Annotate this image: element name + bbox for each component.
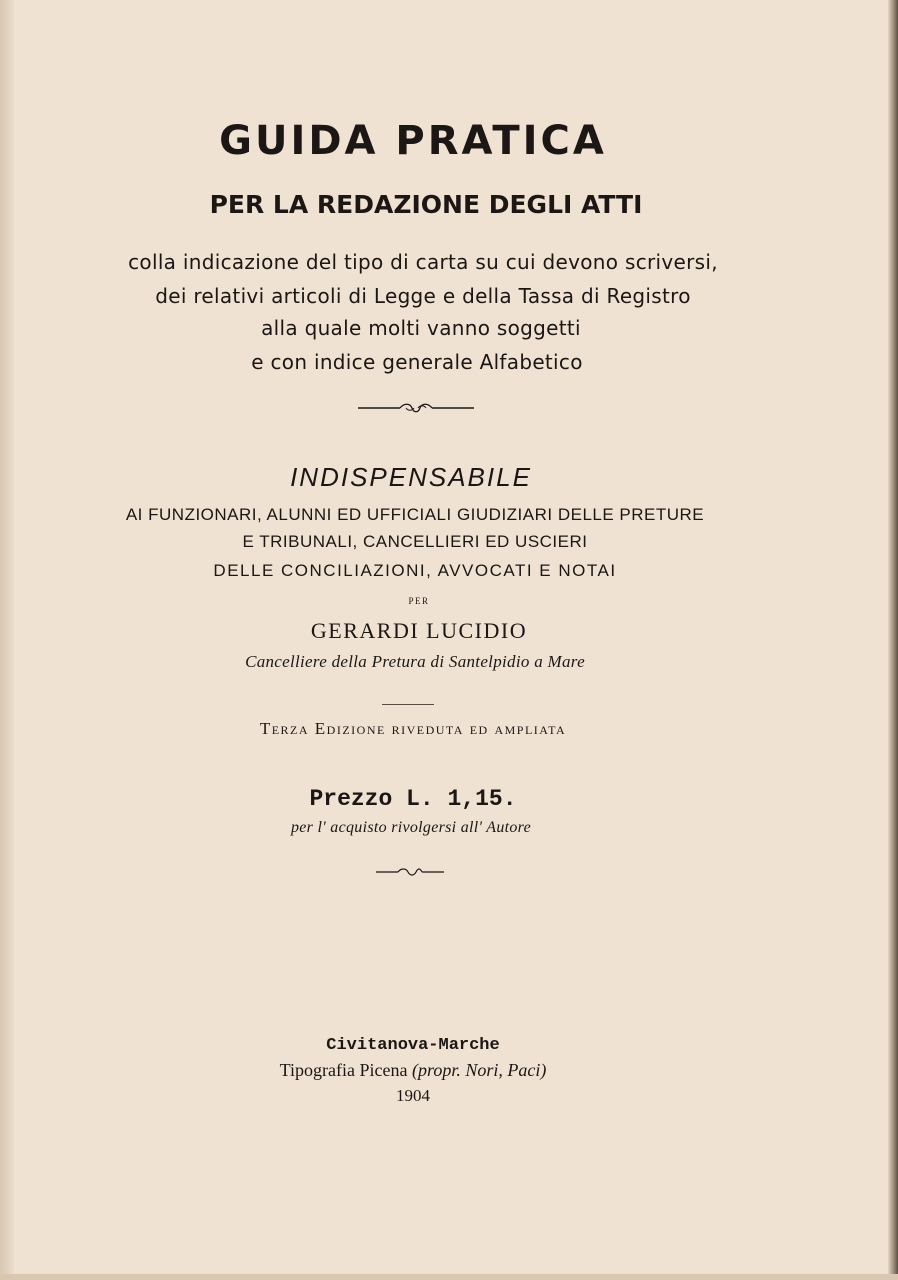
edition-statement	[0, 719, 862, 739]
edition-first-word: Terza	[259, 719, 310, 738]
edition-rest: Edizione riveduta ed ampliata	[309, 719, 567, 738]
imprint-city: Civitanova-Marche	[326, 1036, 500, 1055]
audience-line: DELLE CONCILIAZIONI, AVVOCATI E NOTAI	[213, 561, 617, 580]
description-line: colla indicazione del tipo di carta su cui devono scriversi,	[128, 250, 718, 274]
book-subtitle: PER LA REDAZIONE DEGLI ATTI	[209, 190, 643, 219]
audience-line: AI FUNZIONARI, ALUNNI ED UFFICIALI GIUDIZIARI DELLE PRETURE	[125, 505, 705, 524]
author-name: GERARDI LUCIDIO	[310, 618, 528, 643]
page-bottom-edge	[0, 1274, 898, 1280]
description-line: e con indice generale Alfabetico	[251, 350, 583, 374]
audience-heading: INDISPENSABILE	[290, 462, 532, 492]
author-role: Cancelliere della Pretura di Santelpidio a Mare	[245, 652, 585, 671]
imprint-year: 1904	[396, 1086, 430, 1105]
description-line: alla quale molti vanno soggetti	[261, 316, 581, 340]
price-note: per l' acquisto rivolgersi all' Autore	[290, 819, 531, 836]
page-edge	[888, 0, 898, 1280]
divider	[382, 704, 434, 705]
printer-name: Tipografia Picena	[279, 1060, 408, 1080]
printer-note: (propr. Nori, Paci)	[411, 1060, 547, 1080]
scroll-ornament-icon	[374, 866, 446, 878]
description-line: dei relativi articoli di Legge e della Tassa di Registro	[155, 284, 691, 308]
scroll-ornament-icon	[356, 402, 476, 414]
audience-line: E TRIBUNALI, CANCELLIERI ED USCIERI	[242, 532, 588, 551]
price-stamp: Prezzo L. 1,15.	[309, 786, 517, 812]
author-by: PER	[408, 596, 430, 606]
book-title: GUIDA PRATICA	[219, 118, 607, 164]
imprint-printer	[0, 1060, 862, 1081]
